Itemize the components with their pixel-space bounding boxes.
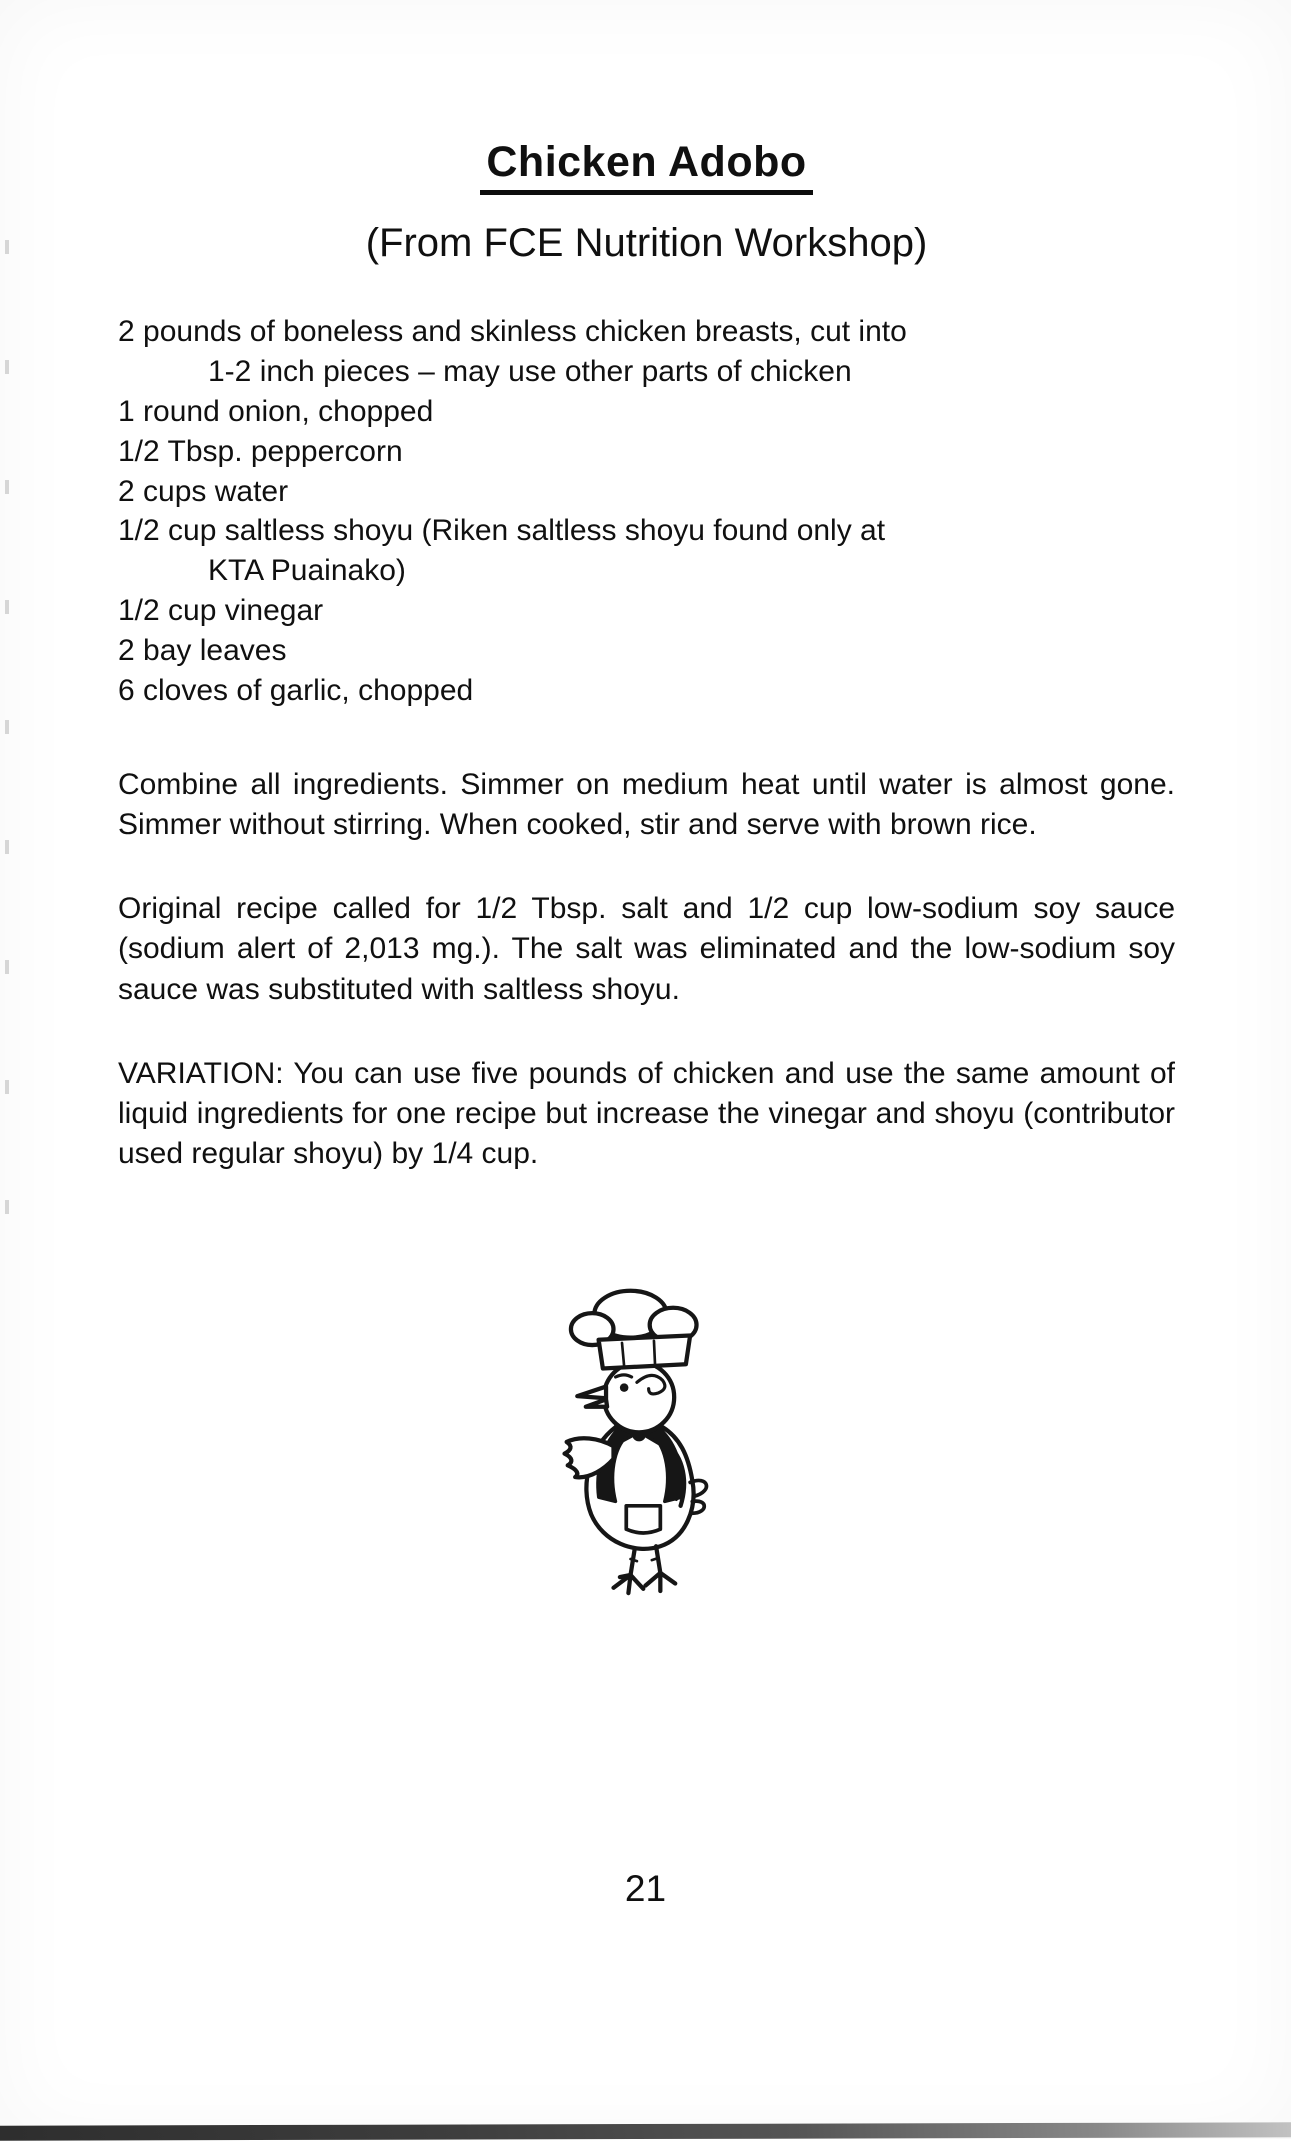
ingredient-line-continuation: 1-2 inch pieces – may use other parts of chicken — [208, 354, 852, 388]
ingredients-list — [118, 312, 1175, 711]
ingredient-line: 1/2 Tbsp. peppercorn — [118, 434, 403, 468]
recipe-subtitle: (From FCE Nutrition Workshop) — [365, 221, 928, 265]
ingredient-line: 2 pounds of boneless and skinless chicken breasts, cut into — [118, 315, 907, 348]
instructions-paragraph: Combine all ingredients. Simmer on medium heat until water is almost gone. Simmer without stirring. When cooked, stir and serve with brown rice. — [118, 767, 1175, 842]
recipe-title: Chicken Adobo — [480, 138, 812, 195]
ingredient-line: 6 cloves of garlic, chopped — [118, 674, 474, 708]
chicken-chef-drawing — [524, 1278, 769, 1608]
chicken-head — [577, 1363, 674, 1433]
scan-artifact-bottom-edge — [0, 2122, 1291, 2140]
chicken-chef-illustration — [118, 1278, 1175, 1613]
ingredient-line: 2 cups water — [118, 474, 289, 508]
chef-hat — [571, 1291, 697, 1369]
scan-artifact-left-marks — [5, 240, 9, 1220]
original-recipe-note-paragraph: Original recipe called for 1/2 Tbsp. salt and 1/2 cup low-sodium soy sauce (sodium alert of 2,013 mg.). The salt was eliminated and the low-sodium soy sauce was substituted with saltless shoyu. — [118, 892, 1175, 1006]
ingredient-line-continuation: KTA Puainako) — [208, 554, 406, 588]
page-number: 21 — [624, 1868, 667, 1909]
ingredient-line: 1 round onion, chopped — [118, 394, 434, 428]
variation-paragraph: VARIATION: You can use five pounds of chicken and use the same amount of liquid ingredients for one recipe but increase the vinegar and shoyu (contributor used regular shoyu) by 1/4 cup. — [118, 1056, 1175, 1171]
title-wrap — [118, 138, 1175, 195]
chicken-legs — [614, 1547, 676, 1594]
chicken-body — [565, 1426, 707, 1549]
ingredient-line: 1/2 cup saltless shoyu (Riken saltless shoyu found only at — [118, 514, 886, 548]
ingredient-line: 1/2 cup vinegar — [118, 594, 324, 628]
ingredient-line: 2 bay leaves — [118, 634, 287, 668]
